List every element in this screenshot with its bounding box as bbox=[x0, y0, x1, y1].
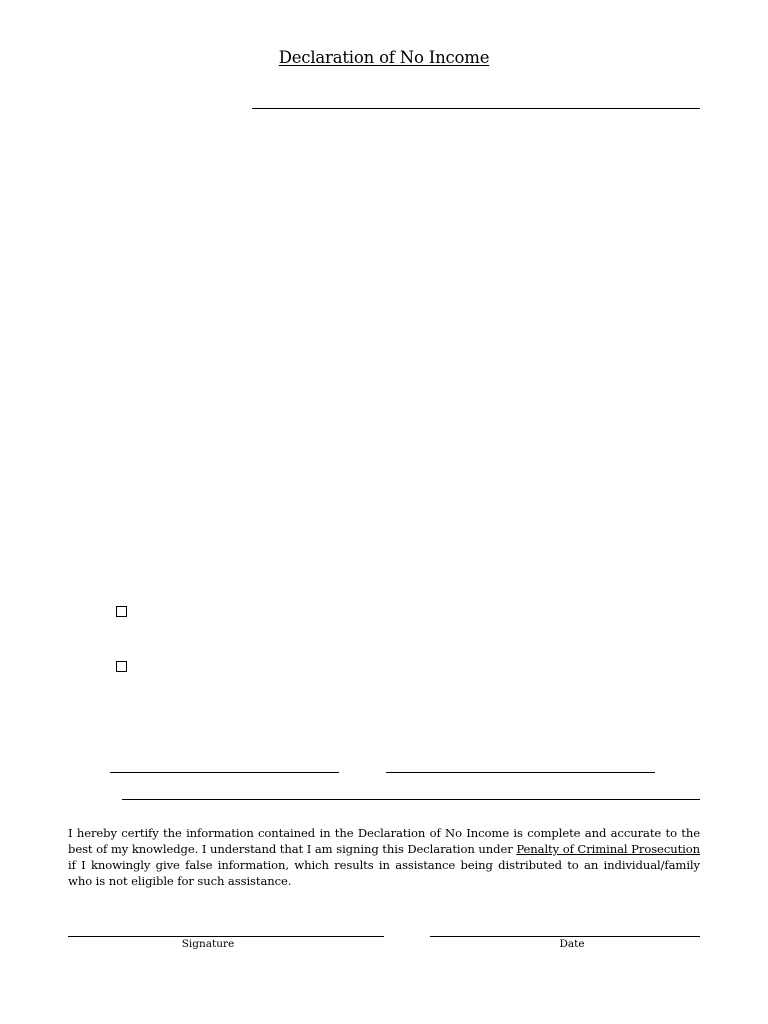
date-label: Date bbox=[559, 938, 585, 950]
penalty-emphasis-text: Penalty of Criminal Prosecution bbox=[516, 842, 700, 856]
certification-tail-text: if I knowingly give false information, which results in assistance being distributed to an individual/family who is not eligible for such assistance. bbox=[68, 858, 700, 888]
certification-statement bbox=[68, 825, 700, 889]
option-checkbox-1[interactable] bbox=[116, 606, 127, 617]
name-field-line[interactable] bbox=[252, 108, 700, 109]
signature-label: Signature bbox=[181, 938, 235, 950]
blank-field-line-full[interactable] bbox=[122, 799, 700, 800]
option-checkbox-2[interactable] bbox=[116, 661, 127, 672]
signature-line[interactable] bbox=[68, 936, 384, 937]
document-title: Declaration of No Income bbox=[278, 48, 490, 67]
blank-field-line-left[interactable] bbox=[110, 772, 339, 773]
blank-field-line-right[interactable] bbox=[386, 772, 655, 773]
certification-lead-text: I hereby certify the information contained in the Declaration of No Income is complete and accurate to the best of my knowledge. I understand that I am signing this Declaration under bbox=[68, 826, 700, 856]
date-line[interactable] bbox=[430, 936, 700, 937]
